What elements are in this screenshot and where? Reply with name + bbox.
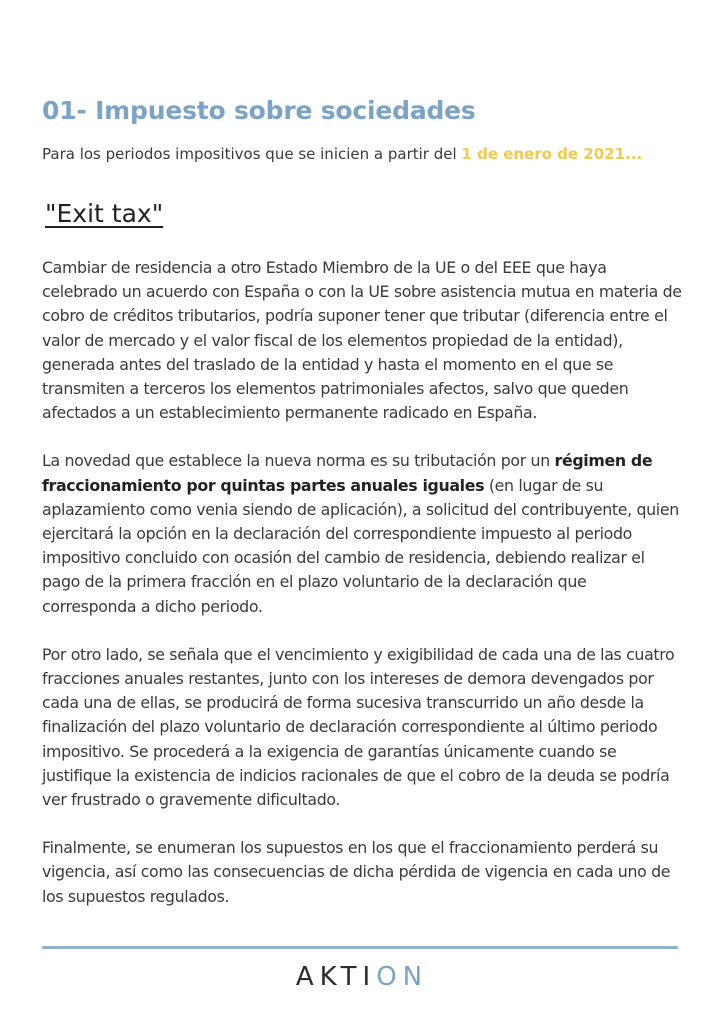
aktion-logo — [0, 962, 724, 992]
footer-divider — [42, 946, 678, 949]
body-text — [42, 256, 682, 933]
paragraph-3: Por otro lado, se señala que el vencimiento y exigibilidad de cada una de las cuatro fracciones anuales restantes, junto con los intereses de demora devengados por cada una de ellas, se producirá de forma sucesiva transcurrido un año desde la finalización del plazo voluntario de declaración correspondiente al último periodo impositivo. Se procederá a la exigencia de garantías únicamente cuando se justifique la existencia de indicios racionales de que el cobro de la deuda se podría ver frustrado o gravemente dificultado. — [42, 644, 675, 810]
paragraph-2-bold: régimen de fraccionamiento por quintas partes anuales iguales — [42, 451, 653, 495]
logo-text-accent: ON — [376, 962, 429, 992]
logo-text-main: AKTI — [295, 962, 377, 992]
exit-tax-heading: "Exit tax" — [45, 199, 164, 228]
paragraph-2-intro: La novedad que establece la nueva norma es su tributación por un — [42, 451, 555, 471]
section-title: 01- Impuesto sobre sociedades — [42, 96, 476, 125]
paragraph-4: Finalmente, se enumeran los supuestos en los que el fraccionamiento perderá su vigencia, así como las consecuencias de dicha pérdida de vigencia en cada uno de los supuestos regulados. — [42, 838, 671, 906]
paragraph-2-rest: (en lugar de su aplazamiento como venia siendo de aplicación), a solicitud del contribuyente, quien ejercitará la opción en la declaración del correspondiente impuesto al periodo impositivo concluido con ocasión del cambio de residencia, debiendo realizar el pago de la primera fracción en el plazo voluntario de la declaración que corresponda a dicho periodo. — [42, 475, 679, 616]
paragraph-2 — [42, 449, 682, 618]
subtitle-date: 1 de enero de 2021... — [461, 145, 643, 163]
paragraph-1: Cambiar de residencia a otro Estado Miembro de la UE o del EEE que haya celebrado un acuerdo con España o con la UE sobre asistencia mutua en materia de cobro de créditos tributarios, podría suponer tener que tributar (diferencia entre el valor de mercado y el valor fiscal de los elementos propiedad de la entidad), generada antes del traslado de la entidad y hasta el momento en el que se transmiten a terceros los elementos patrimoniales afectos, salvo que queden afectados a un establecimiento permanente radicado en España. — [42, 258, 682, 423]
section-subtitle — [42, 145, 642, 163]
subtitle-prefix: Para los periodos impositivos que se inicien a partir del — [42, 145, 462, 163]
